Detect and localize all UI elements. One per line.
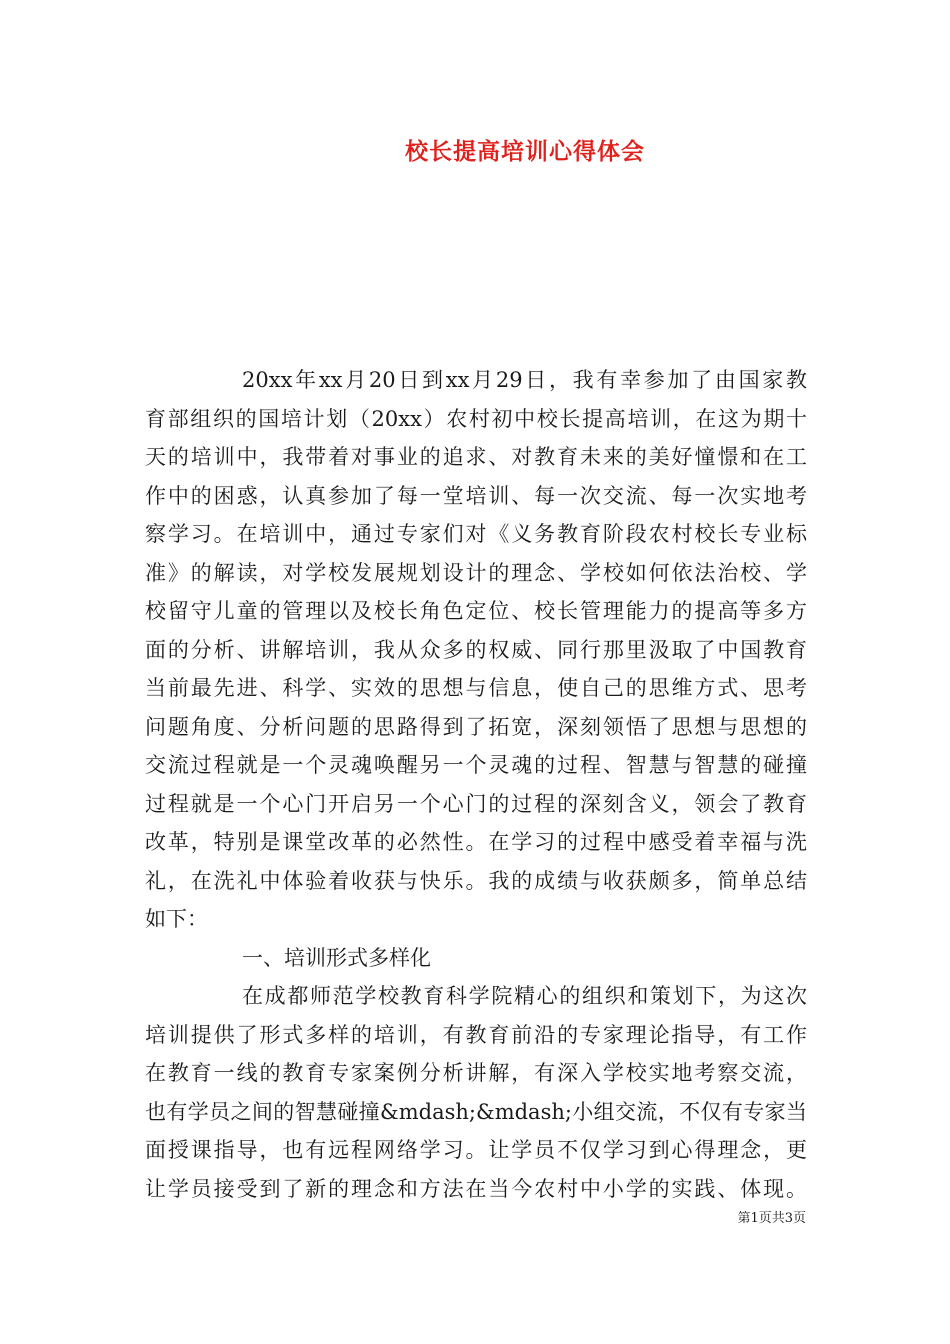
text-line: 校留守儿童的管理以及校长角色定位、校长管理能力的提高等多方 [145,599,807,623]
paragraph-training-forms [145,977,807,1208]
text-line: 20xx年xx月20日到xx月29日，我有幸参加了由国家教 [242,368,807,392]
text-line: 在教育一线的教育专家案例分析讲解，有深入学校实地考察交流， [145,1061,807,1085]
text-line: 作中的困惑，认真参加了每一堂培训、每一次交流、每一次实地考 [145,483,807,508]
document-title [0,133,950,166]
section-heading [145,939,807,978]
text-line: 面授课指导，也有远程网络学习。让学员不仅学习到心得理念，更 [145,1138,807,1162]
text-line: 问题角度、分析问题的思路得到了拓宽，深刻领悟了思想与思想的 [145,714,807,739]
text-line: 当前最先进、科学、实效的思想与信息，使自己的思维方式、思考 [145,676,807,700]
text-line: 改革，特别是课堂改革的必然性。在学习的过程中感受着幸福与洗 [145,830,807,854]
text-line: 准》的解读，对学校发展规划设计的理念、学校如何依法治校、学 [145,560,807,585]
text-line: 面的分析、讲解培训，我从众多的权威、同行那里汲取了中国教育 [145,637,807,662]
text-line: 育部组织的国培计划（20xx）农村初中校长提高培训，在这为期十 [145,406,807,431]
paragraph-intro [145,361,807,939]
text-line: 培训提供了形式多样的培训，有教育前沿的专家理论指导，有工作 [145,1022,807,1047]
text-line: 交流过程就是一个灵魂唤醒另一个灵魂的过程、智慧与智慧的碰撞 [145,753,807,777]
text-line: 礼，在洗礼中体验着收获与快乐。我的成绩与收获颇多，简单总结 [145,868,807,893]
document-title-text: 校长提高培训心得体会 [405,138,645,165]
text-line: 如下： [145,907,208,931]
document-body [145,361,807,1208]
text-line: 天的培训中，我带着对事业的追求、对教育未来的美好憧憬和在工 [145,445,807,469]
section-heading-text: 一、培训形式多样化 [242,945,431,970]
text-line: 也有学员之间的智慧碰撞&mdash;&mdash;小组交流，不仅有专家当 [145,1099,807,1124]
page-number-footer: 第1页共3页 [737,1211,806,1226]
text-line: 在成都师范学校教育科学院精心的组织和策划下，为这次 [242,984,807,1008]
text-line: 察学习。在培训中，通过专家们对《义务教育阶段农村校长专业标 [145,522,807,546]
text-line: 过程就是一个心门开启另一个心门的过程的深刻含义，领会了教育 [145,791,807,816]
text-line: 让学员接受到了新的理念和方法在当今农村中小学的实践、体现。 [145,1176,807,1201]
